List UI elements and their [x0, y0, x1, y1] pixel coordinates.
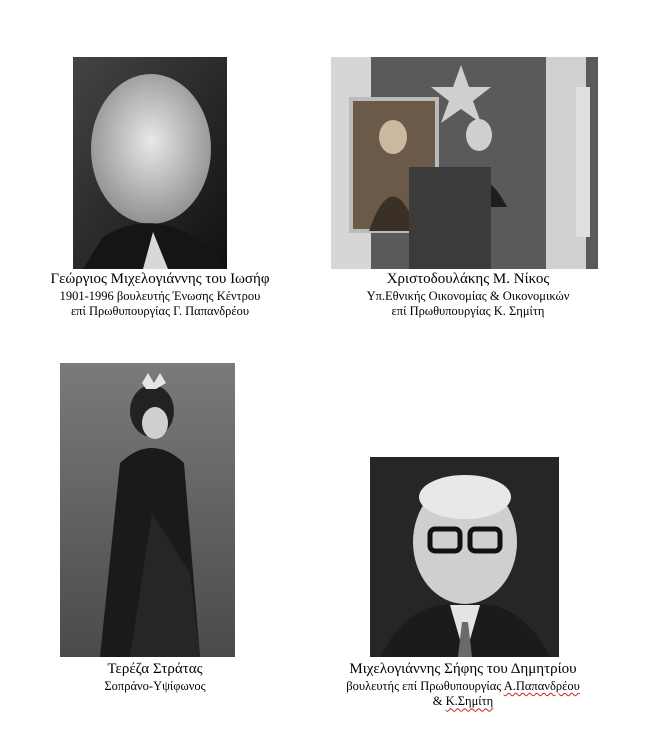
caption-2-line-2: επί Πρωθυπουργίας Κ. Σημίτη [391, 304, 545, 319]
caption-3-line-1: Σοπράνο-Υψίφωνος [104, 678, 206, 693]
caption-4-line-2-text: & [432, 694, 446, 709]
person-name-3: Τερέζα Στράτας [107, 661, 203, 677]
caption-4-line-1-underlined: Α.Παπανδρέου [503, 678, 580, 693]
portrait-photo-3 [60, 363, 235, 657]
caption-1-line-2: επί Πρωθυπουργίας Γ. Παπανδρέου [70, 304, 250, 319]
portrait-photo-1 [73, 57, 227, 269]
caption-4 [288, 660, 638, 710]
caption-1 [25, 270, 295, 320]
caption-3 [40, 660, 270, 694]
caption-4-line-2-underlined: Κ.Σημίτη [445, 694, 494, 709]
person-name-4: Μιχελογιάννης Σήφης του Δημητρίου [349, 661, 577, 677]
person-name-1: Γεώργιος Μιχελογιάννης του Ιωσήφ [50, 271, 270, 287]
caption-4-line-1 [288, 679, 638, 695]
caption-4-line-1-text: βουλευτής επί Πρωθυπουργίας [346, 678, 504, 693]
caption-2 [318, 270, 618, 320]
person-name-2: Χριστοδουλάκης Μ. Νίκος [386, 271, 550, 287]
portrait-photo-2 [331, 57, 598, 269]
caption-4-line-2 [288, 694, 638, 710]
caption-1-line-1: 1901-1996 βουλευτής Ένωσης Κέντρου [59, 288, 261, 303]
portrait-photo-4 [370, 457, 559, 657]
caption-2-line-1: Υπ.Εθνικής Οικονομίας & Οικονομικών [366, 288, 570, 303]
